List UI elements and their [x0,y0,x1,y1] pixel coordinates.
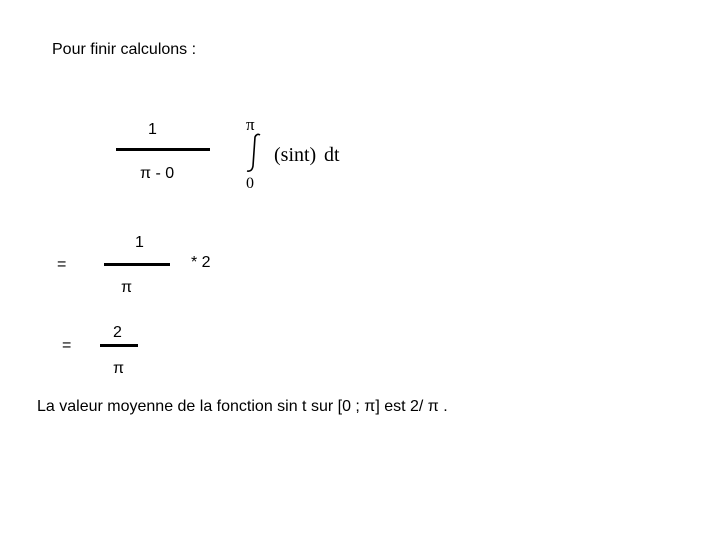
step2-equals-sign: = [57,256,67,273]
step1-fraction-bar [116,148,210,151]
step3-denominator: π [113,360,125,377]
step1-denominator: π - 0 [140,165,175,182]
integral-integrand: (sint) [274,144,317,166]
integral-sign-icon [247,134,260,171]
step2-numerator: 1 [135,234,144,251]
intro-text: Pour finir calculons : [52,41,197,58]
integral-upper-bound: π [246,115,255,134]
step3-equals-sign: = [62,337,72,354]
step2-fraction-bar [104,263,170,266]
step3-fraction-bar [100,344,138,347]
conclusion-text: La valeur moyenne de la fonction sin t sur [0 ; π] est 2/ π . [37,398,448,415]
integral-differential: dt [324,144,340,166]
step3-numerator: 2 [113,324,122,341]
integral-lower-bound: 0 [246,175,254,192]
step2-multiplier: * 2 [191,254,211,271]
integral-expression [236,114,356,194]
step2-denominator: π [121,279,133,296]
step1-numerator: 1 [148,121,157,138]
